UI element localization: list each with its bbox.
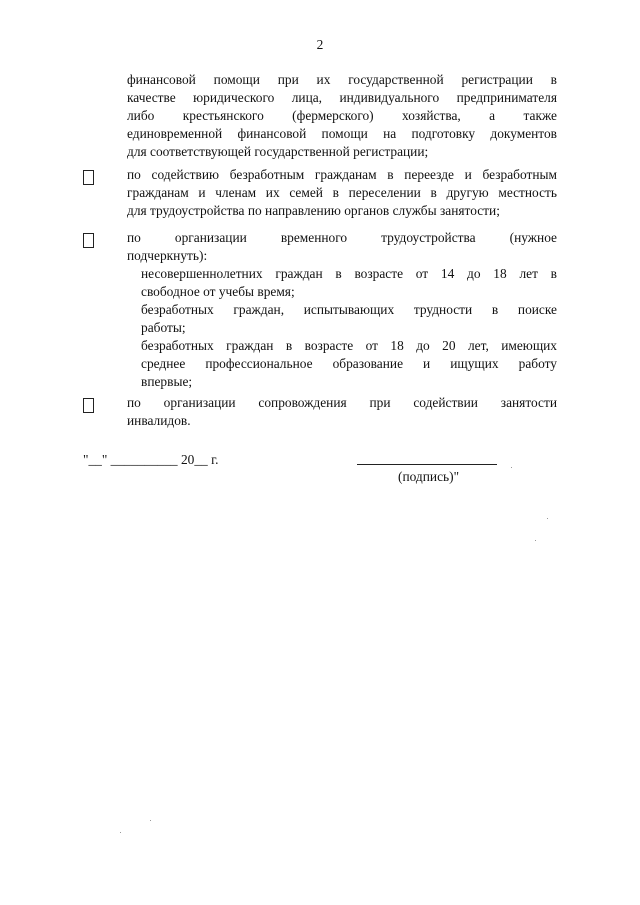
checkbox-disabled-support[interactable] bbox=[83, 398, 94, 413]
checkbox-relocation[interactable] bbox=[83, 170, 94, 185]
text-line: по содействию безработным гражданам в переезде и безработным bbox=[127, 167, 557, 182]
text-line: по организации временного трудоустройства (нужное bbox=[127, 230, 557, 245]
signature-caption: (подпись)" bbox=[398, 469, 460, 484]
paragraph-temporary-employment bbox=[127, 229, 557, 391]
text-line: для соответствующей государственной регистрации; bbox=[127, 144, 429, 159]
scan-speck bbox=[120, 832, 121, 833]
text-line: впервые; bbox=[141, 374, 193, 389]
text-line: свободное от учебы время; bbox=[141, 284, 295, 299]
checkbox-temporary-employment[interactable] bbox=[83, 233, 94, 248]
text-line: среднее профессиональное образование и ищущих работу bbox=[141, 356, 557, 371]
signature-line[interactable] bbox=[357, 464, 497, 465]
text-line: подчеркнуть): bbox=[127, 248, 208, 263]
text-line: единовременной финансовой помощи на подготовку документов bbox=[127, 126, 557, 141]
text-line: безработных граждан в возрасте от 18 до 20 лет, имеющих bbox=[141, 338, 557, 353]
text-line: либо крестьянского (фермерского) хозяйства, а также bbox=[127, 108, 557, 123]
text-line: работы; bbox=[141, 320, 186, 335]
page-number: 2 bbox=[316, 37, 324, 52]
text-line: для трудоустройства по направлению органов службы занятости; bbox=[127, 203, 500, 218]
scan-speck bbox=[535, 540, 536, 541]
paragraph-financial-help bbox=[127, 71, 557, 161]
text-line: финансовой помощи при их государственной регистрации в bbox=[127, 72, 557, 87]
text-line: несовершеннолетних граждан в возрасте от 14 до 18 лет в bbox=[141, 266, 557, 281]
paragraph-relocation bbox=[127, 166, 557, 220]
text-line: безработных граждан, испытывающих трудности в поиске bbox=[141, 302, 557, 317]
scan-speck bbox=[547, 518, 548, 519]
text-line: качестве юридического лица, индивидуального предпринимателя bbox=[127, 90, 557, 105]
date-field[interactable]: "__" __________ 20__ г. bbox=[83, 452, 219, 467]
text-line: по организации сопровождения при содействии занятости bbox=[127, 395, 557, 410]
scan-speck bbox=[150, 820, 151, 821]
paragraph-disabled-support bbox=[127, 394, 557, 430]
text-line: гражданам и членам их семей в переселении в другую местность bbox=[127, 185, 557, 200]
text-line: инвалидов. bbox=[127, 413, 191, 428]
scan-speck bbox=[511, 467, 512, 468]
